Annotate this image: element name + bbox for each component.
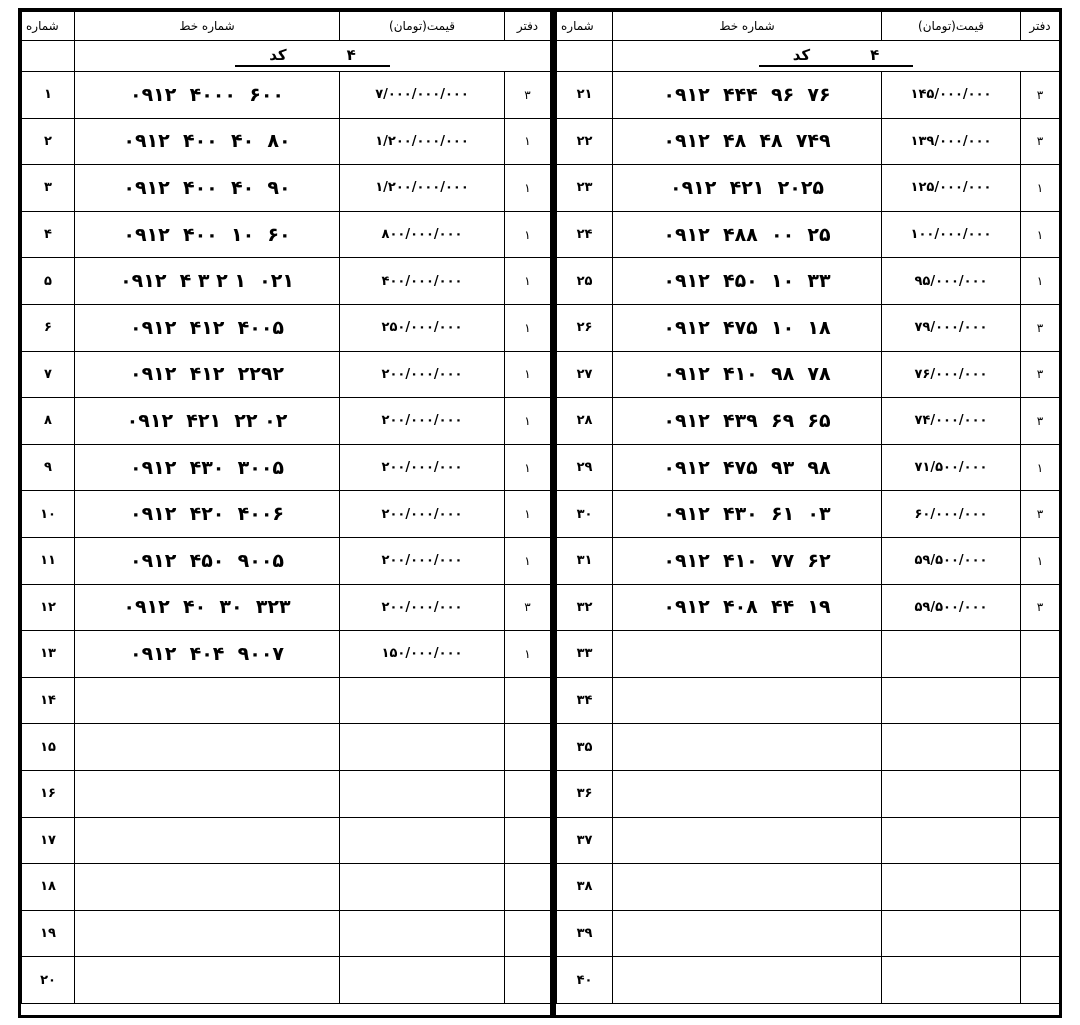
line-number-cell [75, 864, 340, 911]
code-value: ۴ [870, 45, 880, 64]
header-price: قیمت(تومان) [340, 12, 505, 41]
book-cell [505, 864, 551, 911]
price-cell: ۲۵۰/۰۰۰/۰۰۰ [340, 304, 505, 351]
table-row [22, 957, 551, 1004]
book-cell [505, 957, 551, 1004]
line-number-cell: ۰۹۱۲ ۴۰۰۰ ۶۰۰ [75, 72, 340, 119]
line-number-cell [613, 957, 882, 1004]
book-cell [1021, 724, 1060, 771]
price-cell: ۲۰۰/۰۰۰/۰۰۰ [340, 491, 505, 538]
price-cell: ۱۳۹/۰۰۰/۰۰۰ [882, 118, 1021, 165]
book-cell: ۱ [1021, 444, 1060, 491]
row-number-cell: ۹ [22, 444, 75, 491]
table-row [22, 118, 551, 165]
row-number-cell: ۱۵ [22, 724, 75, 771]
row-number-cell: ۱۶ [22, 770, 75, 817]
book-cell [1021, 957, 1060, 1004]
table-row [22, 817, 551, 864]
header-number: شماره [22, 12, 75, 41]
line-number-cell [75, 770, 340, 817]
code-empty-cell [22, 41, 75, 72]
price-cell: ۱/۲۰۰/۰۰۰/۰۰۰ [340, 118, 505, 165]
left-table [21, 11, 551, 1004]
book-cell: ۳ [1021, 491, 1060, 538]
price-cell: ۶۰/۰۰۰/۰۰۰ [882, 491, 1021, 538]
book-cell [1021, 864, 1060, 911]
line-number-cell [613, 724, 882, 771]
row-number-cell: ۳۷ [557, 817, 613, 864]
table-row [557, 444, 1060, 491]
price-cell [340, 677, 505, 724]
book-cell: ۱ [505, 631, 551, 678]
row-number-cell: ۱ [22, 72, 75, 119]
price-cell: ۲۰۰/۰۰۰/۰۰۰ [340, 584, 505, 631]
left-header-row [22, 12, 551, 41]
row-number-cell: ۲۴ [557, 211, 613, 258]
book-cell [505, 677, 551, 724]
row-number-cell: ۲۶ [557, 304, 613, 351]
row-number-cell: ۳۹ [557, 910, 613, 957]
book-cell: ۳ [1021, 584, 1060, 631]
price-cell: ۹۵/۰۰۰/۰۰۰ [882, 258, 1021, 305]
table-row [557, 351, 1060, 398]
line-number-cell: ۰۹۱۲ ۴۳۰ ۶۱ ۰۳ [613, 491, 882, 538]
price-cell: ۲۰۰/۰۰۰/۰۰۰ [340, 398, 505, 445]
table-row [557, 211, 1060, 258]
table-row [557, 72, 1060, 119]
price-cell: ۷۶/۰۰۰/۰۰۰ [882, 351, 1021, 398]
price-cell [882, 770, 1021, 817]
row-number-cell: ۱۱ [22, 537, 75, 584]
row-number-cell: ۶ [22, 304, 75, 351]
price-cell [340, 957, 505, 1004]
line-number-cell: ۰۹۱۲ ۴۵۰ ۹۰۰۵ [75, 537, 340, 584]
book-cell: ۱ [1021, 165, 1060, 212]
book-cell [1021, 677, 1060, 724]
row-number-cell: ۴۰ [557, 957, 613, 1004]
price-cell: ۱۲۵/۰۰۰/۰۰۰ [882, 165, 1021, 212]
price-cell: ۵۹/۵۰۰/۰۰۰ [882, 584, 1021, 631]
book-cell: ۱ [1021, 258, 1060, 305]
price-cell: ۴۰۰/۰۰۰/۰۰۰ [340, 258, 505, 305]
table-row [557, 817, 1060, 864]
row-number-cell: ۱۷ [22, 817, 75, 864]
table-row [22, 444, 551, 491]
price-cell [340, 724, 505, 771]
book-cell [505, 770, 551, 817]
line-number-cell [75, 957, 340, 1004]
row-number-cell: ۷ [22, 351, 75, 398]
table-row [22, 864, 551, 911]
book-cell: ۳ [1021, 118, 1060, 165]
row-number-cell: ۱۰ [22, 491, 75, 538]
line-number-cell: ۰۹۱۲ ۴۰۰ ۴۰ ۸۰ [75, 118, 340, 165]
header-line: شماره خط [75, 12, 340, 41]
line-number-cell [613, 817, 882, 864]
book-cell: ۱ [505, 304, 551, 351]
book-cell: ۱ [1021, 211, 1060, 258]
line-number-cell: ۰۹۱۲ ۴۱۲ ۲۲۹۲ [75, 351, 340, 398]
line-number-cell: ۰۹۱۲ ۴۸۸ ۰۰ ۲۵ [613, 211, 882, 258]
table-row [22, 677, 551, 724]
book-cell [1021, 770, 1060, 817]
row-number-cell: ۴ [22, 211, 75, 258]
right-table [556, 11, 1060, 1004]
row-number-cell: ۳ [22, 165, 75, 212]
row-number-cell: ۱۳ [22, 631, 75, 678]
table-row [557, 724, 1060, 771]
book-cell: ۱ [505, 537, 551, 584]
book-cell [1021, 910, 1060, 957]
row-number-cell: ۲۷ [557, 351, 613, 398]
line-number-cell: ۰۹۱۲ ۴ ۳ ۲ ۱ ۰۲۱ [75, 258, 340, 305]
line-number-cell: ۰۹۱۲ ۴۱۲ ۴۰۰۵ [75, 304, 340, 351]
row-number-cell: ۲۹ [557, 444, 613, 491]
table-row [22, 72, 551, 119]
row-number-cell: ۳۸ [557, 864, 613, 911]
code-empty-cell [557, 41, 613, 72]
row-number-cell: ۱۹ [22, 910, 75, 957]
book-cell: ۱ [505, 351, 551, 398]
right-header-row [557, 12, 1060, 41]
price-cell: ۱۵۰/۰۰۰/۰۰۰ [340, 631, 505, 678]
line-number-cell: ۰۹۱۲ ۴۰۰ ۴۰ ۹۰ [75, 165, 340, 212]
line-number-cell: ۰۹۱۲ ۴۱۰ ۹۸ ۷۸ [613, 351, 882, 398]
line-number-cell [75, 724, 340, 771]
row-number-cell: ۱۲ [22, 584, 75, 631]
book-cell [1021, 817, 1060, 864]
price-cell [882, 957, 1021, 1004]
line-number-cell [613, 770, 882, 817]
book-cell [505, 817, 551, 864]
price-cell: ۷/۰۰۰/۰۰۰/۰۰۰ [340, 72, 505, 119]
book-cell: ۱ [505, 491, 551, 538]
line-number-cell [613, 864, 882, 911]
header-book: دفتر [1021, 12, 1060, 41]
price-cell: ۸۰۰/۰۰۰/۰۰۰ [340, 211, 505, 258]
table-row [22, 304, 551, 351]
left-code-row [22, 41, 551, 72]
right-panel [553, 8, 1062, 1018]
price-cell [340, 770, 505, 817]
book-cell: ۱ [505, 444, 551, 491]
book-cell [505, 910, 551, 957]
row-number-cell: ۳۲ [557, 584, 613, 631]
price-cell: ۲۰۰/۰۰۰/۰۰۰ [340, 444, 505, 491]
row-number-cell: ۳۵ [557, 724, 613, 771]
line-number-cell: ۰۹۱۲ ۴۲۰ ۴۰۰۶ [75, 491, 340, 538]
price-cell: ۲۰۰/۰۰۰/۰۰۰ [340, 351, 505, 398]
table-row [557, 631, 1060, 678]
table-row [557, 258, 1060, 305]
code-label: کد [269, 45, 287, 64]
table-row [22, 211, 551, 258]
line-number-cell: ۰۹۱۲ ۴۲۱ ۲۰۲۵ [613, 165, 882, 212]
price-cell [882, 724, 1021, 771]
line-number-cell [613, 910, 882, 957]
line-number-cell: ۰۹۱۲ ۴۰۸ ۴۴ ۱۹ [613, 584, 882, 631]
table-row [22, 631, 551, 678]
row-number-cell: ۱۸ [22, 864, 75, 911]
right-code-row [557, 41, 1060, 72]
book-cell: ۱ [505, 118, 551, 165]
table-row [557, 584, 1060, 631]
code-label-group [235, 46, 390, 67]
line-number-cell [613, 631, 882, 678]
table-row [22, 398, 551, 445]
book-cell: ۳ [1021, 398, 1060, 445]
line-number-cell: ۰۹۱۲ ۴۱۰ ۷۷ ۶۲ [613, 537, 882, 584]
book-cell [505, 724, 551, 771]
price-cell [882, 631, 1021, 678]
table-row [557, 537, 1060, 584]
code-cell [613, 41, 1060, 72]
table-row [557, 304, 1060, 351]
table-row [22, 537, 551, 584]
row-number-cell: ۳۴ [557, 677, 613, 724]
left-table-body [22, 72, 551, 1004]
header-line: شماره خط [613, 12, 882, 41]
line-number-cell: ۰۹۱۲ ۴۰ ۳۰ ۳۲۳ [75, 584, 340, 631]
table-row [557, 491, 1060, 538]
price-cell [340, 910, 505, 957]
book-cell: ۱ [505, 165, 551, 212]
row-number-cell: ۳۶ [557, 770, 613, 817]
line-number-cell [75, 677, 340, 724]
book-cell: ۱ [1021, 537, 1060, 584]
row-number-cell: ۲۲ [557, 118, 613, 165]
price-cell: ۷۴/۰۰۰/۰۰۰ [882, 398, 1021, 445]
table-row [22, 584, 551, 631]
price-cell [882, 817, 1021, 864]
table-row [22, 491, 551, 538]
line-number-cell: ۰۹۱۲ ۴۳۰ ۳۰۰۵ [75, 444, 340, 491]
line-number-cell: ۰۹۱۲ ۴۵۰ ۱۰ ۳۳ [613, 258, 882, 305]
header-book: دفتر [505, 12, 551, 41]
row-number-cell: ۲ [22, 118, 75, 165]
book-cell [1021, 631, 1060, 678]
table-row [22, 165, 551, 212]
header-number: شماره [557, 12, 613, 41]
price-cell: ۱۰۰/۰۰۰/۰۰۰ [882, 211, 1021, 258]
row-number-cell: ۳۰ [557, 491, 613, 538]
line-number-cell [75, 910, 340, 957]
line-number-cell [75, 817, 340, 864]
table-row [557, 165, 1060, 212]
table-row [557, 677, 1060, 724]
table-row [557, 957, 1060, 1004]
price-cell: ۱۴۵/۰۰۰/۰۰۰ [882, 72, 1021, 119]
table-row [22, 770, 551, 817]
line-number-cell: ۰۹۱۲ ۴۷۵ ۹۳ ۹۸ [613, 444, 882, 491]
table-row [22, 351, 551, 398]
left-panel [18, 8, 553, 1018]
line-number-cell: ۰۹۱۲ ۴۲۱ ۲۲ ۰۲ [75, 398, 340, 445]
table-row [557, 118, 1060, 165]
price-cell [340, 817, 505, 864]
line-number-cell [613, 677, 882, 724]
book-cell: ۳ [1021, 72, 1060, 119]
table-row [22, 724, 551, 771]
right-table-body [557, 72, 1060, 1004]
row-number-cell: ۵ [22, 258, 75, 305]
table-row [557, 770, 1060, 817]
book-cell: ۱ [505, 398, 551, 445]
price-cell [882, 677, 1021, 724]
line-number-cell: ۰۹۱۲ ۴۸ ۴۸ ۷۴۹ [613, 118, 882, 165]
book-cell: ۱ [505, 258, 551, 305]
table-row [22, 910, 551, 957]
price-cell: ۲۰۰/۰۰۰/۰۰۰ [340, 537, 505, 584]
price-cell: ۷۱/۵۰۰/۰۰۰ [882, 444, 1021, 491]
price-cell: ۱/۲۰۰/۰۰۰/۰۰۰ [340, 165, 505, 212]
header-price: قیمت(تومان) [882, 12, 1021, 41]
book-cell: ۳ [505, 72, 551, 119]
book-cell: ۳ [1021, 304, 1060, 351]
row-number-cell: ۱۴ [22, 677, 75, 724]
code-label: کد [792, 45, 811, 64]
row-number-cell: ۲۵ [557, 258, 613, 305]
table-row [557, 910, 1060, 957]
row-number-cell: ۲۱ [557, 72, 613, 119]
row-number-cell: ۲۳ [557, 165, 613, 212]
book-cell: ۳ [1021, 351, 1060, 398]
price-cell: ۵۹/۵۰۰/۰۰۰ [882, 537, 1021, 584]
price-cell [882, 864, 1021, 911]
table-row [557, 864, 1060, 911]
row-number-cell: ۳۱ [557, 537, 613, 584]
code-cell [75, 41, 551, 72]
row-number-cell: ۲۰ [22, 957, 75, 1004]
price-cell [882, 910, 1021, 957]
row-number-cell: ۲۸ [557, 398, 613, 445]
line-number-cell: ۰۹۱۲ ۴۴۴ ۹۶ ۷۶ [613, 72, 882, 119]
line-number-cell: ۰۹۱۲ ۴۰۰ ۱۰ ۶۰ [75, 211, 340, 258]
code-label-group [759, 46, 914, 67]
line-number-cell: ۰۹۱۲ ۴۳۹ ۶۹ ۶۵ [613, 398, 882, 445]
table-row [22, 258, 551, 305]
row-number-cell: ۳۳ [557, 631, 613, 678]
price-cell: ۷۹/۰۰۰/۰۰۰ [882, 304, 1021, 351]
price-cell [340, 864, 505, 911]
row-number-cell: ۸ [22, 398, 75, 445]
price-sheet [18, 8, 1062, 1018]
table-row [557, 398, 1060, 445]
code-value: ۴ [346, 45, 356, 64]
line-number-cell: ۰۹۱۲ ۴۷۵ ۱۰ ۱۸ [613, 304, 882, 351]
line-number-cell: ۰۹۱۲ ۴۰۴ ۹۰۰۷ [75, 631, 340, 678]
book-cell: ۱ [505, 211, 551, 258]
book-cell: ۳ [505, 584, 551, 631]
